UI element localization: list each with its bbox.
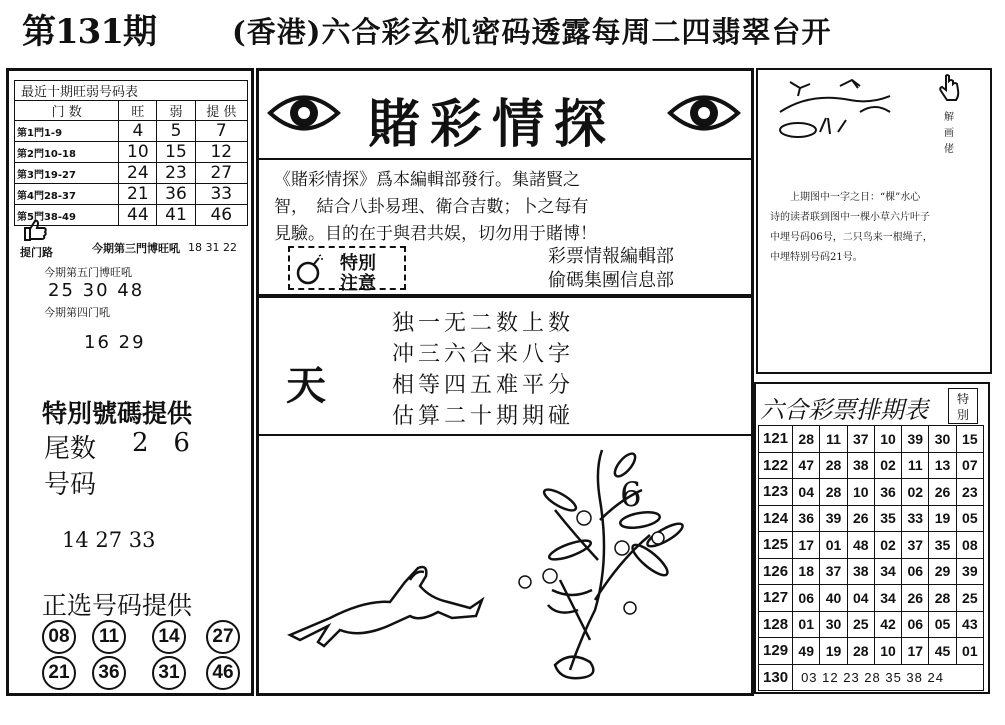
special-number: 01 [956, 638, 983, 665]
tip-label: 提门路 [20, 246, 53, 259]
hot-value: 4 [119, 121, 157, 142]
pick-number: 31 [152, 656, 186, 690]
period-number: 129 [759, 638, 793, 665]
intro-line: 智， 結合八卦易理、衛合吉數；卜之每有 [274, 197, 589, 217]
pick-number: 21 [42, 656, 76, 690]
draw-number: 36 [874, 479, 901, 506]
draw-number: 26 [902, 585, 929, 612]
draw-number: 28 [820, 452, 847, 479]
table-row [759, 452, 984, 479]
draw-number: 01 [820, 532, 847, 559]
special-number: 07 [956, 452, 983, 479]
publisher-name: 偷碼集團信息部 [548, 270, 674, 291]
draw-number: 37 [820, 558, 847, 585]
pick-number: 11 [92, 620, 126, 654]
table-row [15, 121, 248, 142]
hot-cold-caption: 最近十期旺弱号码表 [15, 81, 248, 101]
birds-illustration [760, 72, 910, 150]
tree-icon [541, 450, 685, 678]
hot-value: 44 [119, 205, 157, 226]
table-row [759, 638, 984, 665]
draw-number: 10 [874, 638, 901, 665]
notice-badge [288, 246, 406, 294]
horse-icon [290, 567, 482, 646]
draw-number: 29 [929, 558, 956, 585]
draw-number: 04 [793, 479, 820, 506]
draw-number: 34 [874, 585, 901, 612]
eye-icon [666, 88, 742, 138]
intro-line: 《賭彩情探》爲本編輯部發行。集諸賢之 [274, 170, 580, 190]
draw-number: 19 [820, 638, 847, 665]
draw-number: 25 [847, 611, 874, 638]
cold-value: 41 [157, 205, 195, 226]
draw-number: 11 [820, 426, 847, 453]
pick-value: 7 [195, 121, 247, 142]
draw-number: 30 [929, 426, 956, 453]
period-number: 121 [759, 426, 793, 453]
explain-line: 中埋号码06号，二只鸟来一根绳子， [770, 232, 933, 243]
draw-number: 49 [793, 638, 820, 665]
special-tag [948, 388, 978, 424]
draw-table [758, 425, 984, 691]
draw-number: 30 [820, 611, 847, 638]
explain-label: 解 画 佬 [944, 112, 954, 155]
horse-tree-illustration [270, 440, 740, 690]
draw-number: 28 [847, 638, 874, 665]
draw-number: 39 [820, 505, 847, 532]
draw-number: 19 [929, 505, 956, 532]
hot-value: 10 [119, 142, 157, 163]
poem-line: 冲三六合来八字 [392, 342, 575, 367]
draw-number: 33 [902, 505, 929, 532]
door5-numbers: 25 30 48 [48, 280, 145, 301]
pointing-hand-icon [938, 74, 962, 104]
pick-number: 14 [152, 620, 186, 654]
door3-label: 今期第三門博旺吼 [92, 242, 180, 255]
period-number: 130 [759, 664, 793, 691]
special-number: 39 [956, 558, 983, 585]
poem-line: 独一无二数上数 [392, 311, 575, 336]
pick-value: 33 [195, 184, 247, 205]
bomb-icon [294, 254, 324, 286]
draw-number: 04 [847, 585, 874, 612]
table-row [15, 142, 248, 163]
table-row [759, 532, 984, 559]
row-label: 第2門10-18 [15, 142, 119, 163]
intro-line: 見驗。目的在于與君共娱，切勿用于賭博！ [274, 224, 597, 244]
period-number: 122 [759, 452, 793, 479]
draw-number: 10 [847, 479, 874, 506]
row-label: 第5門38-49 [15, 205, 119, 226]
table-header: 弱 [157, 101, 195, 121]
special-number: 43 [956, 611, 983, 638]
table-row [15, 184, 248, 205]
period-number: 128 [759, 611, 793, 638]
draw-number: 36 [793, 505, 820, 532]
draw-number: 38 [847, 452, 874, 479]
explain-line: 上期图中一字之日：“棵”水心 [790, 192, 921, 203]
draw-number: 17 [793, 532, 820, 559]
notice-label: 特別 [340, 253, 376, 274]
special-number: 05 [956, 505, 983, 532]
draw-number: 06 [793, 585, 820, 612]
tail-numbers: 2 6 [132, 428, 190, 458]
special-number-title: 特別號碼提供 [42, 399, 193, 428]
banner [260, 72, 750, 156]
door4-label: 今期第四门吼 [44, 306, 110, 319]
table-header: 旺 [119, 101, 157, 121]
draw-number: 26 [929, 479, 956, 506]
draw-number: 37 [902, 532, 929, 559]
draw-number: 45 [929, 638, 956, 665]
period-number: 127 [759, 585, 793, 612]
draw-schedule-title: 六合彩票排期表 [760, 396, 928, 424]
draw-number: 02 [902, 479, 929, 506]
table-header: 门 数 [15, 101, 119, 121]
special-number: 23 [956, 479, 983, 506]
table-row [759, 611, 984, 638]
table-row [759, 664, 984, 691]
draw-number: 02 [874, 452, 901, 479]
special-number: 08 [956, 532, 983, 559]
draw-number: 35 [929, 532, 956, 559]
sky-character: 天 [286, 362, 326, 409]
pick-number: 46 [206, 656, 240, 690]
cold-value: 5 [157, 121, 195, 142]
draw-number: 47 [793, 452, 820, 479]
period-number: 123 [759, 479, 793, 506]
draw-number: 17 [902, 638, 929, 665]
notice-label: 注意 [340, 273, 376, 294]
door3-numbers: 18 31 22 [188, 241, 237, 254]
draw-number: 06 [902, 558, 929, 585]
code-label: 号码 [44, 470, 97, 500]
pick-number: 08 [42, 620, 76, 654]
hot-value: 21 [119, 184, 157, 205]
publisher-name: 彩票情報編輯部 [548, 246, 674, 267]
thumbs-up-icon [22, 218, 48, 242]
special-number: 25 [956, 585, 983, 612]
tail-label: 尾数 [44, 434, 97, 464]
issue-number: 第131期 [22, 12, 156, 52]
tree-number: 6 [620, 475, 642, 515]
draw-number: 28 [929, 585, 956, 612]
table-row [759, 479, 984, 506]
page-title: (香港)六合彩玄机密码透露每周二四翡翠台开 [232, 15, 832, 49]
hot-cold-table [14, 80, 248, 226]
special-number: 15 [956, 426, 983, 453]
table-row [15, 205, 248, 226]
table-row [15, 163, 248, 184]
cold-value: 36 [157, 184, 195, 205]
period-number: 124 [759, 505, 793, 532]
explain-line: 诗的读者联到图中一棵小草六片叶子 [770, 212, 930, 223]
draw-number: 48 [847, 532, 874, 559]
pick-value: 27 [195, 163, 247, 184]
draw-number: 28 [820, 479, 847, 506]
draw-number: 42 [874, 611, 901, 638]
door5-label: 今期第五门博旺吼 [44, 266, 132, 279]
pick-number: 27 [206, 620, 240, 654]
draw-number: 13 [929, 452, 956, 479]
draw-number: 18 [793, 558, 820, 585]
draw-number: 01 [793, 611, 820, 638]
table-row [759, 585, 984, 612]
table-row [759, 505, 984, 532]
row-label: 第3門19-27 [15, 163, 119, 184]
draw-number: 05 [929, 611, 956, 638]
pick-value: 12 [195, 142, 247, 163]
pick-value: 46 [195, 205, 247, 226]
hot-value: 24 [119, 163, 157, 184]
latest-draw-numbers: 03 12 23 28 35 38 24 [793, 664, 984, 691]
explain-line: 中埋特别号码21号。 [770, 252, 863, 263]
period-number: 125 [759, 532, 793, 559]
draw-number: 40 [820, 585, 847, 612]
banner-title: 賭彩情探 [368, 94, 617, 155]
draw-number: 26 [847, 505, 874, 532]
draw-number: 39 [902, 426, 929, 453]
row-label: 第4門28-37 [15, 184, 119, 205]
pick-title: 正选号码提供 [42, 591, 193, 620]
eye-icon [266, 88, 342, 138]
row-label: 第1門1-9 [15, 121, 119, 142]
door4-numbers: 16 29 [84, 332, 146, 353]
poem-line: 相等四五难平分 [392, 373, 575, 398]
table-row [759, 426, 984, 453]
table-header: 提 供 [195, 101, 247, 121]
draw-number: 38 [847, 558, 874, 585]
cold-value: 15 [157, 142, 195, 163]
poem-line: 估算二十期期碰 [392, 404, 575, 429]
draw-number: 06 [902, 611, 929, 638]
code-numbers: 14 27 33 [62, 528, 156, 552]
period-number: 126 [759, 558, 793, 585]
draw-number: 35 [874, 505, 901, 532]
cold-value: 23 [157, 163, 195, 184]
pick-number: 36 [92, 656, 126, 690]
draw-number: 11 [902, 452, 929, 479]
special-tag-label: 特別 [956, 392, 969, 422]
draw-number: 37 [847, 426, 874, 453]
draw-number: 28 [793, 426, 820, 453]
draw-number: 34 [874, 558, 901, 585]
draw-number: 10 [874, 426, 901, 453]
table-row [759, 558, 984, 585]
draw-number: 02 [874, 532, 901, 559]
